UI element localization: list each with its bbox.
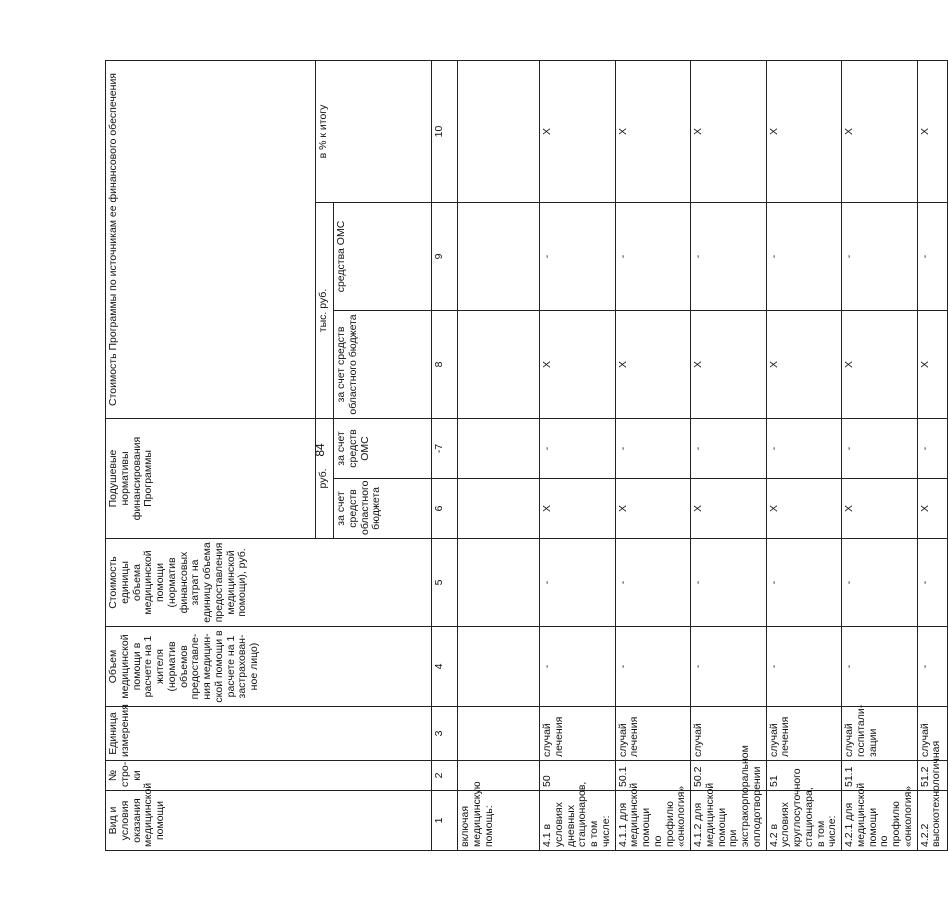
row-name: 4.2.2 высокотехнологичная [917,791,947,851]
row-norm-budget [458,479,540,539]
row-name: 4.2 в условиях круглосуточного стационара, в том числе: [766,791,842,851]
header-unit-cost: Стоимость единицы объема медицинской помощи (норматив финансовых затрат на единицу объема предоставления медицинской помощи), руб. [106,539,432,627]
table-row [917,60,947,850]
row-volume: - [615,627,691,707]
row-percent: X [691,60,767,202]
header-norms-unit: руб. [316,418,334,538]
row-norm-oms [458,418,540,478]
col-number: 9 [432,202,458,310]
row-name: 4.1 в условиях дневных стационаров, в том числе: [540,791,616,851]
row-code: 50.2 [691,761,767,791]
row-percent: X [766,60,842,202]
row-percent [458,60,540,202]
row-code: 51.1 [842,761,918,791]
row-unit-cost: - [842,539,918,627]
row-cost-oms: - [615,202,691,310]
row-norm-oms: - [917,418,947,478]
rotated-table-wrapper [105,61,943,851]
row-unit-cost: - [615,539,691,627]
row-code: 51.2 [917,761,947,791]
row-volume: - [917,627,947,707]
row-unit: случай лечения [615,707,691,761]
row-cost-oms: - [917,202,947,310]
row-code: 50.1 [615,761,691,791]
row-norm-budget: X [917,479,947,539]
row-cost-budget [458,310,540,418]
row-volume: - [766,627,842,707]
table-row [842,60,918,850]
row-cost-oms: - [842,202,918,310]
header-unit: Единица измерения [106,707,432,761]
row-unit-cost: - [917,539,947,627]
table-row [458,60,540,850]
page-number: 84 [313,443,327,457]
header-row-number: № стро-ки [106,761,432,791]
row-norm-budget: X [766,479,842,539]
row-norm-budget: X [540,479,616,539]
row-cost-oms: - [540,202,616,310]
row-norm-oms: - [842,418,918,478]
header-per-capita-norms: Подушевые нормативы финансирования Программы [106,418,316,538]
row-unit [458,707,540,761]
header-oms-norm: за счет средств ОМС [334,418,432,478]
row-percent: X [917,60,947,202]
row-cost-budget: X [917,310,947,418]
row-cost-oms: - [691,202,767,310]
table-row [540,60,616,850]
row-code: 51 [766,761,842,791]
header-oms-cost: средства ОМС [334,202,432,310]
row-volume: - [691,627,767,707]
row-norm-oms: - [540,418,616,478]
table-row [766,60,842,850]
row-percent: X [842,60,918,202]
row-name: 4.1.2 для медицинской помощи при экстракорпоральном оплодотворении [691,791,767,851]
row-code: 50 [540,761,616,791]
row-unit: случай [917,707,947,761]
row-cost-budget: X [615,310,691,418]
row-norm-oms: - [691,418,767,478]
row-norm-oms: - [615,418,691,478]
row-code [458,761,540,791]
header-cost-unit: тыс. руб. [316,202,334,418]
row-volume: - [842,627,918,707]
row-unit-cost: - [540,539,616,627]
row-norm-budget: X [615,479,691,539]
row-unit: случай госпитали-зации [842,707,918,761]
row-norm-oms: - [766,418,842,478]
row-unit: случай лечения [540,707,616,761]
row-norm-budget: X [842,479,918,539]
table-row [691,60,767,850]
row-cost-budget: X [691,310,767,418]
table-row [615,60,691,850]
row-unit-cost [458,539,540,627]
header-percent-total: в % к итогу [316,60,432,202]
header-regional-budget-cost: за счет средств областного бюджета [334,310,432,418]
col-number: 4 [432,627,458,707]
row-cost-oms: - [766,202,842,310]
header-volume-per-resident: Объем медицинской помощи в расчете на 1 жителя (норматив объемов предоставле-ния медицин-ской помощи в расчете на 1 застрахован-ное лицо) [106,627,432,707]
col-number: 6 [432,479,458,539]
row-unit: случай [691,707,767,761]
col-number: 2 [432,761,458,791]
header-regional-budget-norm: за счет средств областного бюджета [334,479,432,539]
program-cost-table [105,60,948,851]
row-cost-budget: X [842,310,918,418]
col-number: 5 [432,539,458,627]
col-number: -7 [432,418,458,478]
col-number: 10 [432,60,458,202]
row-name: включая медицинскую помощь: [458,791,540,851]
col-number: 3 [432,707,458,761]
row-volume [458,627,540,707]
row-cost-budget: X [540,310,616,418]
row-percent: X [540,60,616,202]
row-unit-cost: - [691,539,767,627]
row-percent: X [615,60,691,202]
row-name: 4.2.1 для медицинской помощи по профилю «онкология» [842,791,918,851]
header-program-cost: Стоимость Программы по источникам ее финансового обеспечения [106,60,316,418]
row-cost-budget: X [766,310,842,418]
row-name: 4.1.1 для медицинской помощи по профилю «онкология» [615,791,691,851]
row-norm-budget: X [691,479,767,539]
col-number: 8 [432,310,458,418]
row-cost-oms [458,202,540,310]
header-kind-and-conditions: Вид и условия оказания медицинской помощи [106,791,432,851]
col-number: 1 [432,791,458,851]
row-unit-cost: - [766,539,842,627]
row-unit: случай лечения [766,707,842,761]
row-volume: - [540,627,616,707]
